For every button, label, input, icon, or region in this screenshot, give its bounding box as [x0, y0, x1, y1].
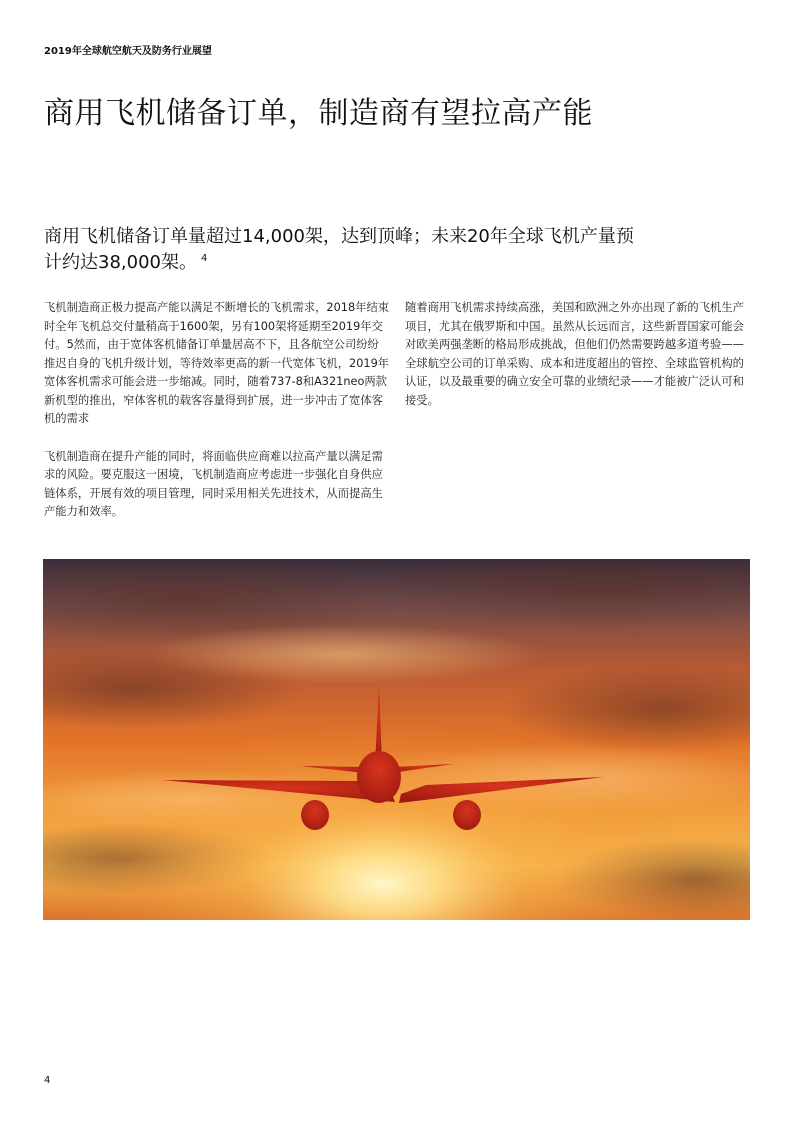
- running-header: 2019年全球航空航天及防务行业展望: [44, 46, 212, 57]
- paragraph: 随着商用飞机需求持续高涨，美国和欧洲之外亦出现了新的飞机生产项目，尤其在俄罗斯和中国。虽然从长远而言，这些新晋国家可能会对欧美两强垄断的格局形成挑战，但他们仍然需要跨越多道考验——全球航空公司的订单采购、成本和进度超出的管控、全球监管机构的认证，以及最重要的确立安全可靠的业绩纪录——才能被广泛认可和接受。: [405, 301, 744, 407]
- hero-image-airplane-sunset: [43, 559, 750, 920]
- page-number: 4: [44, 1075, 51, 1086]
- footnote-reference: 4: [200, 253, 208, 264]
- subtitle-text: 商用飞机储备订单量超过14,000架，达到顶峰；未来20年全球飞机产量预计约达38,000架。: [44, 226, 634, 273]
- section-subtitle: [44, 224, 644, 276]
- page-title: 商用飞机储备订单，制造商有望拉高产能: [44, 96, 593, 131]
- paragraph: 飞机制造商正极力提高产能以满足不断增长的飞机需求，2018年结束时全年飞机总交付量稍高于1600架，另有100架将延期至2019年交付。5然而，由于宽体客机储备订单量居高不下，且各航空公司纷纷推迟自身的飞机升级计划，等待效率更高的新一代宽体飞机，2019年宽体客机需求可能会进一步缩减。同时，随着737-8和A321neo两款新机型的推出，窄体客机的载客容量得到扩展，进一步冲击了宽体客机的需求: [44, 301, 390, 425]
- body-column-left: [44, 299, 390, 522]
- paragraph: 飞机制造商在提升产能的同时，将面临供应商难以拉高产量以满足需求的风险。要克服这一困境，飞机制造商应考虑进一步强化自身供应链体系，开展有效的项目管理，同时采用相关先进技术，从而提高生产能力和效率。: [44, 449, 383, 518]
- body-column-right: [405, 299, 751, 410]
